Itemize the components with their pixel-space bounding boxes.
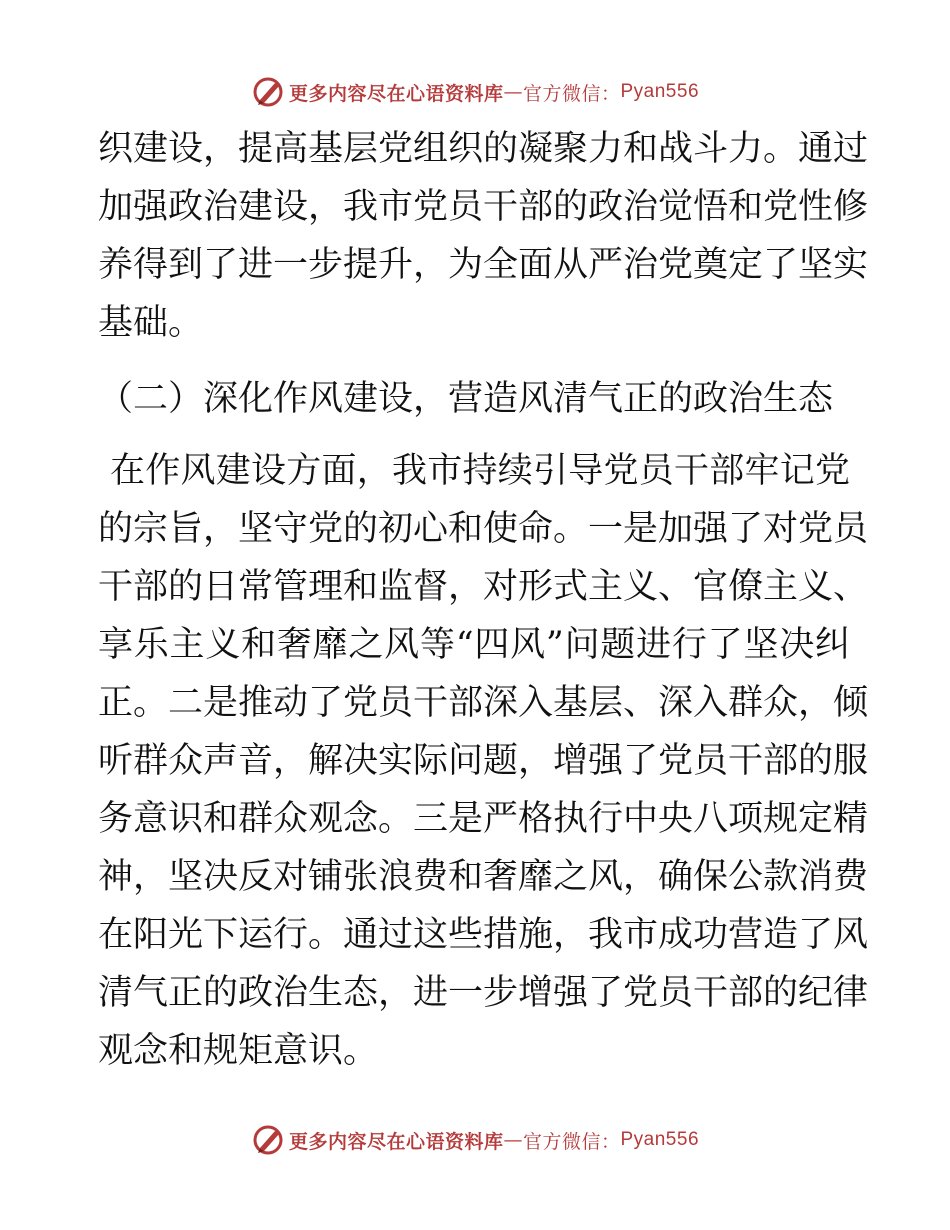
pen-circle-logo-icon	[251, 75, 285, 109]
paragraph-2-line: 务意识和群众观念。三是严格执行中央八项规定精	[98, 799, 869, 839]
paragraph-1-line: 基础。	[98, 303, 204, 343]
watermark-wechat-label: 官方微信：	[522, 82, 621, 105]
paragraph-2-line: 听群众声音，解决实际问题，增强了党员干部的服	[98, 741, 869, 781]
watermark-wechat-label: 官方微信：	[522, 1130, 621, 1153]
watermark-wechat-handle: Pyan556	[620, 1129, 700, 1150]
watermark-footer	[0, 1120, 950, 1160]
paragraph-2-line: 享乐主义和奢靡之风等“四风”问题进行了坚决纠	[98, 625, 850, 665]
document-body	[98, 120, 869, 1080]
paragraph-1-line: 养得到了进一步提升，为全面从严治党奠定了坚实	[98, 245, 869, 285]
section-heading: （二）深化作风建设，营造风清气正的政治生态	[98, 379, 834, 419]
paragraph-2-line: 在作风建设方面，我市持续引导党员干部牢记党	[110, 451, 850, 491]
watermark-separator: —	[503, 81, 523, 103]
paragraph-1-line: 织建设，提高基层党组织的凝聚力和战斗力。通过	[98, 129, 869, 169]
watermark-wechat-handle: Pyan556	[620, 81, 700, 102]
paragraph-2-line: 的宗旨，坚守党的初心和使命。一是加强了对党员	[98, 509, 869, 549]
paragraph-1	[98, 120, 869, 352]
watermark-separator: —	[503, 1129, 523, 1151]
paragraph-2	[98, 442, 869, 1080]
watermark-site-text: 更多内容尽在心语资料库	[288, 1130, 504, 1153]
paragraph-2-line: 在阳光下运行。通过这些措施，我市成功营造了风	[98, 915, 869, 955]
watermark-header	[0, 72, 950, 112]
paragraph-1-line: 加强政治建设，我市党员干部的政治觉悟和党性修	[98, 187, 869, 227]
paragraph-2-line: 正。二是推动了党员干部深入基层、深入群众，倾	[98, 683, 869, 723]
paragraph-2-line: 干部的日常管理和监督，对形式主义、官僚主义、	[98, 567, 869, 607]
paragraph-2-line: 清气正的政治生态，进一步增强了党员干部的纪律	[98, 973, 869, 1013]
watermark-site-text: 更多内容尽在心语资料库	[288, 82, 504, 105]
paragraph-2-line: 神，坚决反对铺张浪费和奢靡之风，确保公款消费	[98, 857, 869, 897]
pen-circle-logo-icon	[251, 1123, 285, 1157]
paragraph-2-line: 观念和规矩意识。	[98, 1031, 379, 1071]
